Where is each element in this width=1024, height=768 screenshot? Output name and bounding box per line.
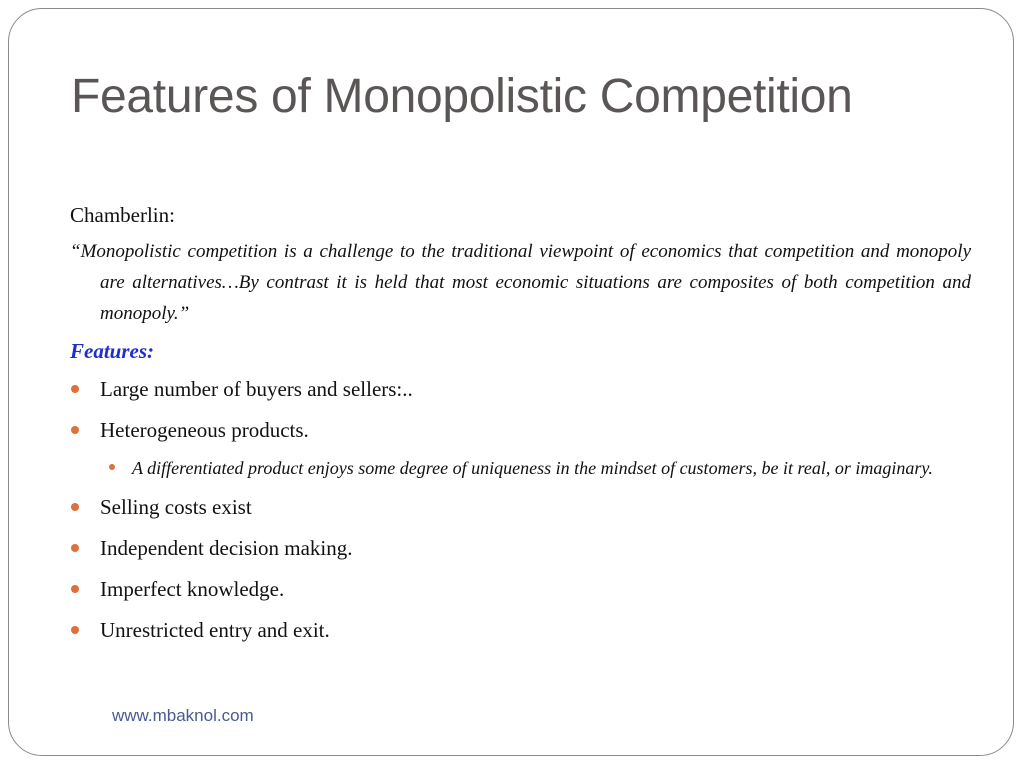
bullet-dot-icon: [71, 503, 79, 511]
feature-bullet: [70, 615, 971, 646]
feature-bullet: [70, 574, 971, 605]
feature-bullet: [70, 374, 971, 405]
bullet-dot-icon: [71, 626, 79, 634]
feature-text: Large number of buyers and sellers:..: [100, 377, 413, 401]
feature-text: Selling costs exist: [100, 495, 252, 519]
feature-text: Imperfect knowledge.: [100, 577, 285, 601]
slide-title: Features of Monopolistic Competition: [71, 70, 853, 123]
feature-text: Heterogeneous products.: [100, 418, 309, 442]
definition-quote: “Monopolistic competition is a challenge to the traditional viewpoint of economics that competition and monopoly are alternatives…By contrast it is held that most economic situations are composites of both competition and monopoly.”: [70, 241, 971, 324]
bullet-dot-icon: [71, 585, 79, 593]
bullet-dot-icon: [71, 426, 79, 434]
features-heading: Features:: [70, 339, 154, 363]
feature-bullet: [70, 533, 971, 564]
footer-url: www.mbaknol.com: [112, 706, 254, 725]
feature-sub-bullet: [105, 454, 971, 482]
feature-text: Unrestricted entry and exit.: [100, 618, 330, 642]
bullet-dot-icon: [109, 464, 115, 470]
slide-body: [70, 199, 971, 656]
feature-text: Independent decision making.: [100, 536, 353, 560]
bullet-dot-icon: [71, 544, 79, 552]
author-label: Chamberlin:: [70, 203, 175, 227]
bullet-dot-icon: [71, 385, 79, 393]
feature-bullet: [70, 415, 971, 446]
feature-bullet: [70, 492, 971, 523]
sub-bullet-text: A differentiated product enjoys some degree of uniqueness in the mindset of customers, be it real, or imaginary.: [132, 458, 933, 478]
